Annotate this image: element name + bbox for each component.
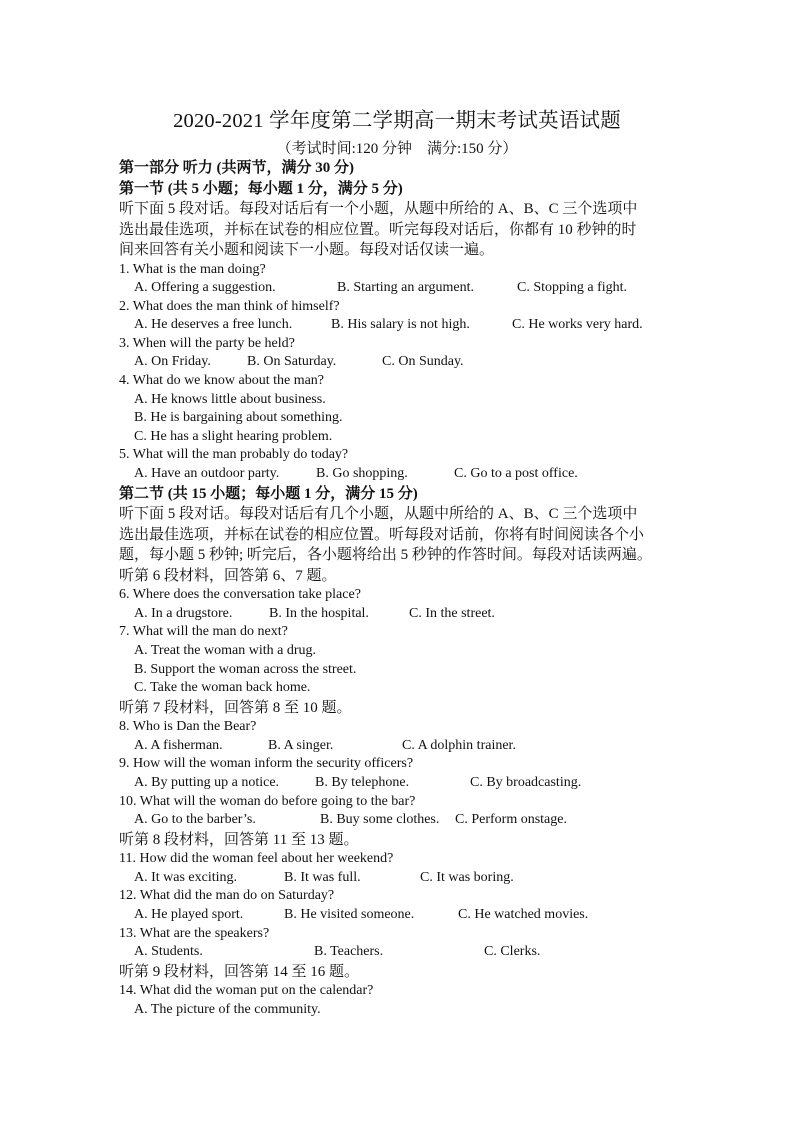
- options-row: [119, 465, 679, 484]
- exam-subtitle: （考试时间:120 分钟 满分:150 分）: [276, 141, 518, 157]
- question-stem: 6. Where does the conversation take place?: [119, 587, 361, 603]
- option-b: B. A singer.: [268, 737, 334, 753]
- question-stem: 1. What is the man doing?: [119, 261, 266, 277]
- option-c: C. It was boring.: [420, 869, 514, 885]
- option-c: C. Clerks.: [484, 944, 541, 960]
- instruction-line: 选出最佳选项，并标在试卷的相应位置。听每段对话前，你将有时间阅读各个小: [119, 526, 645, 543]
- options-row: [119, 353, 679, 372]
- option-b: B. In the hospital.: [269, 605, 369, 621]
- question-stem: 12. What did the man do on Saturday?: [119, 888, 335, 904]
- material-heading: 听第 8 段材料，回答第 11 至 13 题。: [119, 831, 359, 848]
- option-a: A. On Friday.: [134, 354, 211, 370]
- option-b: B. He is bargaining about something.: [134, 410, 343, 426]
- question-stem: 11. How did the woman feel about her weekend?: [119, 851, 394, 867]
- option-c: C. Go to a post office.: [454, 466, 578, 482]
- option-a: A. By putting up a notice.: [134, 774, 280, 790]
- question-stem: 3. When will the party be held?: [119, 335, 295, 351]
- option-a: A. Treat the woman with a drug.: [134, 642, 316, 658]
- options-row: [119, 774, 679, 793]
- option-a: A. In a drugstore.: [134, 605, 233, 621]
- question-stem: 14. What did the woman put on the calendar?: [119, 983, 374, 999]
- option-c: C. Take the woman back home.: [134, 680, 311, 696]
- question-stem: 7. What will the man do next?: [119, 624, 288, 640]
- option-c: C. On Sunday.: [382, 354, 464, 370]
- option-a: A. Go to the barber’s.: [134, 812, 256, 828]
- option-a: A. He knows little about business.: [134, 391, 326, 407]
- options-row: [119, 906, 679, 925]
- option-a: A. He played sport.: [134, 907, 244, 923]
- material-heading: 听第 6 段材料，回答第 6、7 题。: [119, 567, 337, 584]
- option-c: C. A dolphin trainer.: [402, 737, 516, 753]
- option-c: C. Perform onstage.: [455, 812, 567, 828]
- section1-heading: 第一节 (共 5 小题；每小题 1 分，满分 5 分): [119, 180, 403, 197]
- question-stem: 9. How will the woman inform the security officers?: [119, 756, 414, 772]
- options-row: [119, 869, 679, 888]
- option-b: B. Teachers.: [314, 944, 384, 960]
- option-b: B. On Saturday.: [247, 354, 337, 370]
- option-b: B. Support the woman across the street.: [134, 661, 357, 677]
- option-a: A. A fisherman.: [134, 737, 223, 753]
- instruction-line: 间来回答有关小题和阅读下一小题。每段对话仅读一遍。: [119, 242, 495, 258]
- option-b: B. Go shopping.: [316, 466, 408, 482]
- part1-heading: 第一部分 听力 (共两节，满分 30 分): [119, 160, 354, 176]
- options-row: [119, 279, 679, 298]
- section2-heading: 第二节 (共 15 小题；每小题 1 分，满分 15 分): [119, 485, 418, 502]
- exam-content: [119, 158, 679, 1020]
- question-stem: 2. What does the man think of himself?: [119, 298, 340, 314]
- instruction-line: 听下面 5 段对话。每段对话后有一个小题，从题中所给的 A、B、C 三个选项中: [119, 201, 638, 217]
- options-row: [119, 943, 679, 962]
- option-c: C. In the street.: [409, 605, 495, 621]
- options-row: [119, 811, 679, 830]
- question-stem: 5. What will the man probably do today?: [119, 447, 349, 463]
- option-c: C. Stopping a fight.: [517, 280, 628, 296]
- question-stem: 13. What are the speakers?: [119, 925, 270, 941]
- material-heading: 听第 9 段材料，回答第 14 至 16 题。: [119, 963, 360, 980]
- option-a: A. Students.: [134, 944, 203, 960]
- instruction-line: 听下面 5 段对话。每段对话后有几个小题，从题中所给的 A、B、C 三个选项中: [119, 506, 638, 523]
- options-row: [119, 605, 679, 624]
- options-row: [119, 737, 679, 756]
- option-a: A. The picture of the community.: [134, 1001, 321, 1017]
- exam-title: 2020-2021 学年度第二学期高一期末考试英语试题: [173, 110, 621, 132]
- option-c: C. By broadcasting.: [470, 774, 582, 790]
- option-b: B. Starting an argument.: [337, 280, 474, 296]
- option-b: B. By telephone.: [315, 774, 410, 790]
- option-a: A. He deserves a free lunch.: [134, 317, 293, 333]
- option-c: C. He has a slight hearing problem.: [134, 428, 333, 444]
- option-a: A. Offering a suggestion.: [134, 280, 276, 296]
- option-b: B. It was full.: [284, 869, 361, 885]
- option-a: A. Have an outdoor party.: [134, 466, 280, 482]
- option-b: B. Buy some clothes.: [320, 812, 440, 828]
- option-c: C. He watched movies.: [458, 907, 589, 923]
- option-b: B. His salary is not high.: [331, 317, 470, 333]
- option-c: C. He works very hard.: [512, 317, 643, 333]
- options-row: [119, 316, 679, 335]
- option-b: B. He visited someone.: [284, 907, 415, 923]
- material-heading: 听第 7 段材料，回答第 8 至 10 题。: [119, 699, 352, 716]
- instruction-line: 题，每小题 5 秒钟; 听完后，各小题将给出 5 秒钟的作答时间。每段对话读两遍。: [119, 547, 652, 564]
- question-stem: 4. What do we know about the man?: [119, 373, 325, 389]
- question-stem: 10. What will the woman do before going to the bar?: [119, 793, 416, 809]
- instruction-line: 选出最佳选项，并标在试卷的相应位置。听完每段对话后，你都有 10 秒钟的时: [119, 221, 637, 238]
- question-stem: 8. Who is Dan the Bear?: [119, 719, 257, 735]
- option-a: A. It was exciting.: [134, 869, 238, 885]
